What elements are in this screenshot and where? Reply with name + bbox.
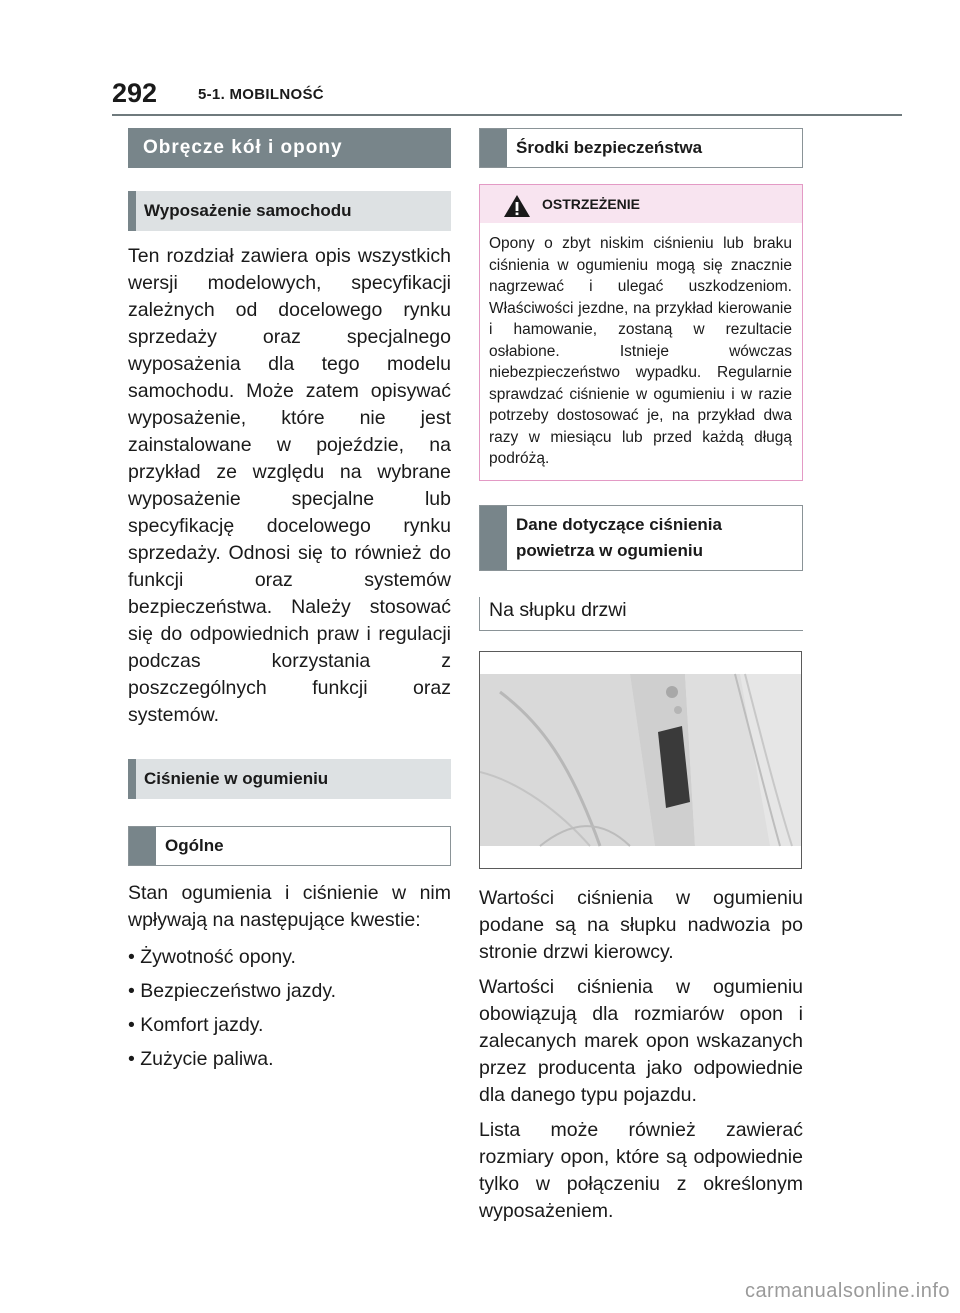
subhead-equipment: Wyposażenie samochodu xyxy=(128,191,451,231)
door-pillar-figure xyxy=(479,651,802,869)
door-caption: Na słupku drzwi xyxy=(479,597,803,631)
subhead-general: Ogólne xyxy=(128,826,451,866)
list-item: • Komfort jazdy. xyxy=(128,1014,264,1036)
subhead-tyre-pressure: Ciśnienie w ogumieniu xyxy=(128,759,451,799)
pressure-paragraph-2: Wartości ciśnienia w ogumieniu obowiązują dla rozmiarów opon i zalecanych marek opon wskazanych przez producenta jako odpowiednie dla danego typu pojazdu. xyxy=(479,975,803,1106)
chapter-title: Obręcze kół i opony xyxy=(128,128,451,168)
right-column xyxy=(479,128,803,1225)
watermark: carmanualsonline.info xyxy=(744,1280,950,1302)
general-paragraph: Stan ogumienia i ciśnienie w nim wpływają na następujące kwestie: xyxy=(128,882,451,931)
subhead-pressure-data: Dane dotyczące ciśnienia powietrza w ogumieniu xyxy=(479,505,803,571)
list-item: • Zużycie paliwa. xyxy=(128,1048,274,1070)
list-item: • Bezpieczeństwo jazdy. xyxy=(128,980,337,1002)
equipment-paragraph: Ten rozdział zawiera opis wszystkich wersji modelowych, specyfikacji zależnych od docelowego rynku sprzedaży oraz specjalnego wyposażenia dla tego modelu samochodu. Może zatem opisywać wyposażenie, które nie jest zainstalowane w pojeździe, na przykład ze względu na wybrane wyposażenie specjalne lub specyfikację docelowego rynku sprzedaży. Odnosi się to również do funkcji oraz systemów bezpieczeństwa. Należy stosować się do odpowiednich praw i regulacji podczas korzystania z poszczególnych funkcji oraz systemów. xyxy=(128,245,451,726)
left-column xyxy=(128,128,451,1080)
header-rule xyxy=(112,114,902,116)
list-item: • Żywotność opony. xyxy=(128,946,296,968)
pressure-paragraph-3: Lista może również zawierać rozmiary opon, które są odpowiednie tylko w połączeniu z określonym wyposażeniem. xyxy=(479,1118,803,1222)
section-label: 5-1. MOBILNOŚĆ xyxy=(198,86,324,103)
pressure-paragraph-1: Wartości ciśnienia w ogumieniu podane są na słupku nadwozia po stronie drzwi kierowcy. xyxy=(479,886,803,963)
warning-box xyxy=(479,184,803,481)
subhead-safety: Środki bezpieczeństwa xyxy=(479,128,803,168)
page-number: 292 xyxy=(112,78,158,108)
warning-title: OSTRZEŻENIE xyxy=(542,196,641,212)
factor-list xyxy=(128,944,451,1073)
door-pillar-illustration xyxy=(480,652,801,868)
warning-text: Opony o zbyt niskim ciśnieniu lub braku ciśnienia w ogumieniu mogą się znacznie nagrzewać i ulegać uszkodzeniom. Właściwości jezdne, na przykład kierowanie i hamowanie, zostaną w rezultacie osłabione. Istnieje wówczas niebezpieczeństwo wypadku. Regularnie sprawdzać ciśnienie w ogumieniu i w razie potrzeby dostosować je, na przykład dwa razy w miesiącu lub przed każdą długą podróżą. xyxy=(489,235,792,467)
warning-triangle-icon xyxy=(503,194,531,218)
warning-header xyxy=(480,185,802,223)
page-header xyxy=(112,78,902,118)
